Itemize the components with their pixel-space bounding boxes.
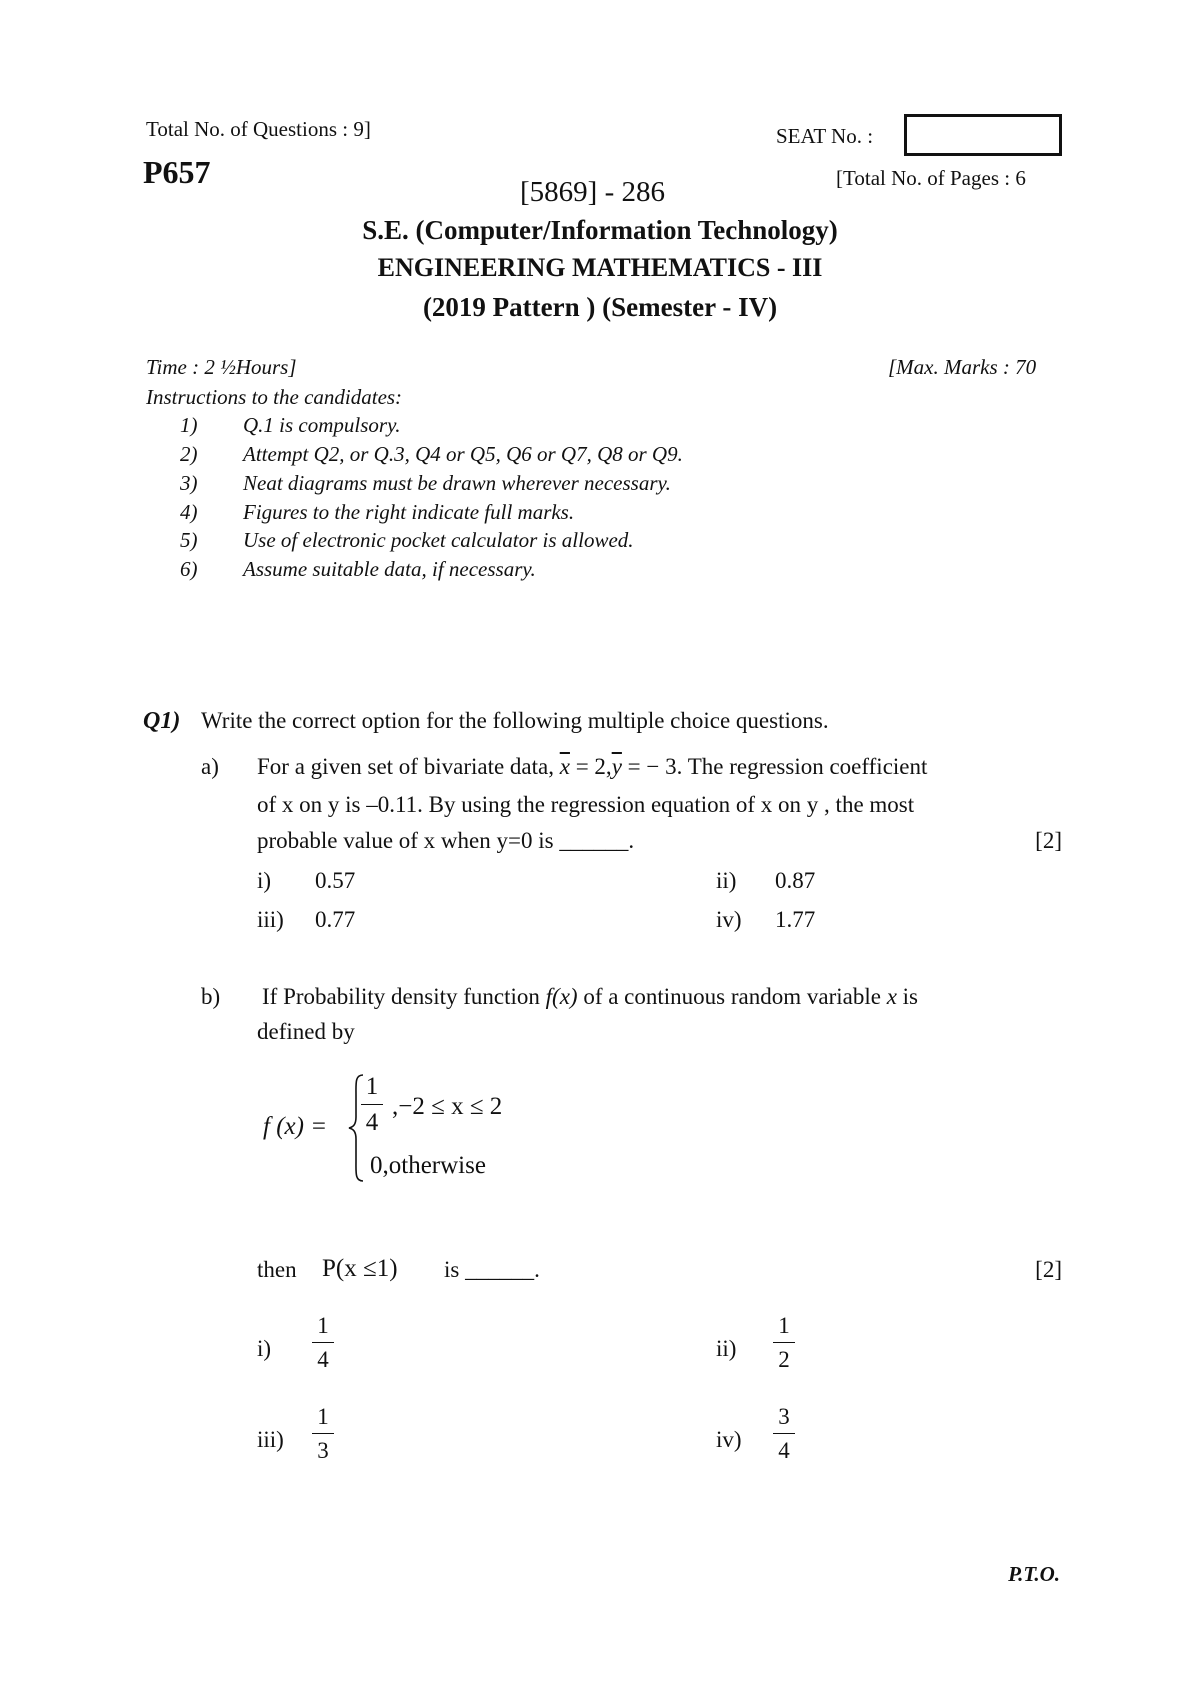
fx-symbol: f(x) [545,984,578,1009]
q1a-line1-end: . The regression coefficient [676,754,928,779]
q1b-option-num: iii) [257,1427,284,1452]
x-bar: $\overline{x}$ [559,754,570,779]
q1b-marks: [2] [1035,1257,1062,1282]
option-denominator: 2 [778,1347,790,1372]
q1a-line1-start: For a given set of bivariate data, [257,754,554,779]
x-variable: x [886,984,897,1009]
function-lhs: f (x) = [263,1113,328,1140]
q1a-option-num: iv) [716,907,742,932]
y-bar: $\overline{y}$ [611,754,622,779]
q1a-option-value[interactable]: 1.77 [775,907,816,932]
seat-no-label: SEAT No. : [776,124,874,148]
q1a-line1 [257,754,927,780]
subject-title: ENGINEERING MATHEMATICS - III [377,253,823,282]
instruction-text: Attempt Q2, or Q.3, Q4 or Q5, Q6 or Q7, Q8 or Q9. [243,442,683,466]
instruction-text: Use of electronic pocket calculator is allowed. [243,528,634,552]
case1-numerator: 1 [365,1073,379,1100]
q1a-option-value[interactable]: 0.87 [775,868,816,893]
q1a-option-num: ii) [716,868,737,893]
q1b-option-num: ii) [716,1336,737,1361]
option-denominator: 4 [778,1438,790,1463]
instruction-text: Q.1 is compulsory. [243,413,401,437]
q1a-option-value[interactable]: 0.77 [315,907,356,932]
q1b-option-num: i) [257,1336,272,1361]
q1b-line1 [262,984,918,1010]
exam-code: [5869] - 286 [520,176,665,208]
q1b-option-fraction[interactable] [773,1405,795,1462]
then-text: then [257,1257,297,1282]
probability-expression: P(x ≤1) [322,1255,398,1282]
q1a-eq1: = 2, [575,754,612,779]
instructions-title: Instructions to the candidates: [146,385,403,409]
pattern-title: (2019 Pattern ) (Semester - IV) [422,292,778,322]
q1b-option-fraction[interactable] [773,1314,795,1371]
instruction-number: 3) [180,471,198,495]
q1b-line1-start: If Probability density function [262,984,540,1009]
q1b-line1-end: is [902,984,919,1009]
q1a-line3: probable value of x when y=0 is ______. [257,828,635,853]
paper-code: P657 [143,154,211,190]
fraction-bar [312,1433,334,1434]
q1a-option-num: i) [257,868,272,893]
is-blank: is ______. [444,1257,540,1282]
option-numerator: 3 [778,1404,790,1429]
fraction-bar [361,1104,383,1105]
q1a-marks: [2] [1035,828,1062,853]
instruction-number: 4) [180,500,198,524]
q1-text: Write the correct option for the following multiple choice questions. [201,708,829,733]
case1-denominator: 4 [365,1109,379,1136]
q1a-option-value[interactable]: 0.57 [315,868,356,893]
seat-no-box[interactable] [904,114,1062,156]
q1b-option-fraction[interactable] [312,1405,334,1462]
instruction-text: Figures to the right indicate full marks. [243,500,575,524]
option-numerator: 1 [317,1313,329,1338]
fraction-bar [312,1342,334,1343]
case1-condition: ,−2 ≤ x ≤ 2 [392,1093,503,1120]
max-marks: [Max. Marks : 70 [888,355,1037,379]
pto-label: P.T.O. [1008,1562,1060,1586]
case2-text: 0,otherwise [370,1152,486,1179]
course-title: S.E. (Computer/Information Technology) [362,215,838,245]
instruction-number: 2) [180,442,198,466]
case1-fraction [361,1074,383,1135]
fraction-bar [773,1342,795,1343]
q1b-line2: defined by [257,1019,355,1044]
instruction-number: 1) [180,413,198,437]
total-questions: Total No. of Questions : 9] [146,117,371,141]
fraction-bar [773,1433,795,1434]
q1b-line1-mid: of a continuous random variable [583,984,881,1009]
option-denominator: 4 [317,1347,329,1372]
instruction-text: Neat diagrams must be drawn wherever necessary. [243,471,671,495]
total-pages: [Total No. of Pages : 6 [836,166,1026,190]
q1-label: Q1) [143,708,181,734]
option-numerator: 1 [317,1404,329,1429]
q1a-option-num: iii) [257,907,284,932]
q1a-eq2: = − 3 [627,754,677,779]
q1a-label: a) [201,754,219,779]
q1b-option-fraction[interactable] [312,1314,334,1371]
option-denominator: 3 [317,1438,329,1463]
instruction-text: Assume suitable data, if necessary. [243,557,536,581]
time-allowed: Time : 2 ½Hours] [146,355,297,379]
instruction-number: 6) [180,557,198,581]
q1b-option-num: iv) [716,1427,742,1452]
q1b-label: b) [201,984,221,1009]
option-numerator: 1 [778,1313,790,1338]
q1a-line2: of x on y is –0.11. By using the regression equation of x on y , the most [257,792,915,817]
instruction-number: 5) [180,528,198,552]
